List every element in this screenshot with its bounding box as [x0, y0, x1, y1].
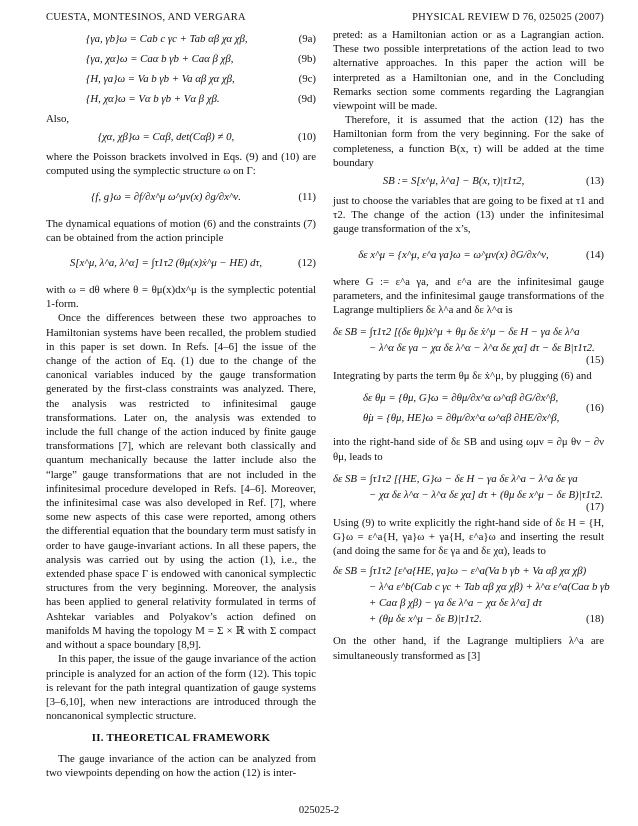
- equation-16: δε θμ = {θμ, G}ω = ∂θμ/∂x^α ω^αβ ∂G/∂x^β, θ̇μ = {θμ, HE}ω = ∂θμ/∂x^α ω^αβ ∂HE/∂x^β, (16): [363, 392, 604, 425]
- paragraph: Integrating by parts the term θμ δε ẋ^μ, by plugging (6) and: [333, 370, 592, 383]
- page-number: 025025-2: [298, 805, 340, 816]
- paragraph: Therefore, it is assumed that the action (12) has the Hamiltonian form from the very beginning. For the sake of completeness, a function B(x, τ) will be added at the time boundary: [333, 114, 604, 169]
- paragraph: just to choose the variables that are going to be fixed at τ1 and τ2. The change of the action (13) under the infinitesimal gauge transformation of the x’s,: [333, 195, 604, 236]
- paragraph: Using (9) to write explicitly the right-hand side of δε H = {H, G}ω = ε^a{H, γa}ω + γa{H, ε^a}ω and inserting the result (and doing the same for δε γa and δε χα), leads to: [333, 516, 604, 558]
- equation-11: {f, g}ω = ∂f/∂x^μ ω^μν(x) ∂g/∂x^ν. (11): [91, 190, 316, 203]
- right-column: [333, 28, 610, 663]
- paragraph: where G := ε^a γa, and ε^a are the infinitesimal gauge parameters, and the infinitesimal gauge transformations of the Lagrange multipliers δε λ^a and δε λ^α is: [333, 275, 604, 317]
- paragraph: In this paper, the issue of the gauge invariance of the action principle is analyzed for an action of the form (12). This topic is relevant for the path integral quantization of gauge systems [3–6,10], when new interactions are introduced through the noncanonical symplectic structure.: [46, 653, 316, 723]
- section-heading: II. THEORETICAL FRAMEWORK: [91, 732, 271, 745]
- paragraph: Once the differences between these two approaches to Hamiltonian systems have been recalled, the problem studied in this paper is set down. In Refs. [4–6] the issue of the change of the action of Eq. (1) due to the change of the canonical variables induced by the gauge transformation generated by the first-class constraints was analyzed. There, the analysis was restricted to infinitesimal gauge transformations. Later on, the analysis was extended to include the full change of the action induced by finite gauge transformations [7], which are relevant both classically and quantum mechanically because the latter include also the “large” gauge transformations that are not included in the infinitesimal procedure developed in Refs. [4–6]. Moreover, the infinitesimal case was also developed in Ref. [7], where some new aspects of this case were reported, among others the differential equation that the boundary term must satisfy in order to have gauge-invariant actions. In all these papers, the analysis was carried out by using the action (1), i.e., the extended phase space Γ is endowed with canonical symplectic structures from the very beginning. Moreover, the analysis has been applied to general relativity formulated in terms of Ashtekar variables and Polyakov’s action defined on manifolds M having the topology M = Σ × ℝ with Σ compact and without a space boundary [8,9].: [46, 312, 316, 652]
- equation-9d: {H, χα}ω = Vα b γb + Vα β χβ. (9d): [86, 93, 316, 105]
- paragraph: into the right-hand side of δε SB and using ωμν = ∂μ θν − ∂ν θμ, leads to: [333, 436, 604, 463]
- equation-10: {χα, χβ}ω = Cαβ, det(Cαβ) ≠ 0, (10): [97, 131, 316, 144]
- equation-9b: {γa, χα}ω = Caα b γb + Caα β χβ, (9b): [86, 53, 316, 65]
- equation-13: SB := S[x^μ, λ^a] − B(x, τ)|τ1τ2, (13): [382, 175, 604, 188]
- paragraph: where the Poisson brackets involved in Eqs. (9) and (10) are computed using the symplectic structure ω on Γ:: [46, 151, 316, 178]
- equation-14: δε x^μ = {x^μ, ε^a γa}ω = ω^μν(x) ∂G/∂x^ν, (14): [358, 248, 604, 261]
- equation-17: δε SB = ∫τ1τ2 [{HE, G}ω − δε H − γa δε λ^a − λ^a δε γa − χα δε λ^α − λ^α δε χα] dτ + (θμ δε x^μ − δε B)|τ1τ2. (17): [333, 472, 604, 513]
- paragraph: The gauge invariance of the action can be analyzed from two viewpoints depending on how the action (12) is inter-: [46, 752, 316, 779]
- running-header-journal: PHYSICAL REVIEW D 76, 025025 (2007): [412, 12, 604, 23]
- paragraph: The dynamical equations of motion (6) and the constraints (7) can be obtained from the action principle: [46, 217, 316, 244]
- equation-9c: {H, γa}ω = Va b γb + Va αβ χα χβ, (9c): [86, 73, 316, 85]
- running-header-authors: CUESTA, MONTESINOS, AND VERGARA: [46, 12, 246, 23]
- left-column: [46, 28, 316, 780]
- equation-9a: {γa, γb}ω = Cab c γc + Tab αβ χα χβ, (9a): [86, 33, 316, 45]
- equation-18: δε SB = ∫τ1τ2 [ε^a{HE, γa}ω − ε^a(Va b γb + Va αβ χα χβ) − λ^a ε^b(Cab c γc + Tab αβ χα χβ) + λ^α ε^a(Caα b γb + Caα β χβ) − γa δε λ^a − χα δε λ^α] dτ + (θμ δε x^μ − δε B)|τ1τ2. (18): [333, 565, 610, 626]
- paragraph-also: Also,: [46, 113, 70, 125]
- equation-12: S[x^μ, λ^a, λ^α] = ∫τ1τ2 (θμ(x)ẋ^μ − HE) dτ, (12): [69, 257, 316, 270]
- paragraph: with ω = dθ where θ = θμ(x)dx^μ is the symplectic potential 1-form.: [46, 284, 316, 311]
- equation-15: δε SB = ∫τ1τ2 [(δε θμ)ẋ^μ + θμ δε ẋ^μ − δε H − γa δε λ^a − λ^α δε γa − χα δε λ^α − λ^α δε χα] dτ − δε B|τ1τ2. (15): [333, 326, 604, 367]
- paragraph: preted: as a Hamiltonian action or as a Lagrangian action. These two possible interpretations of the action lead to two alternative approaches. In this paper the action will be interpreted as a Hamiltonian one, and in the Concluding Remarks section some comments regarding the Lagrangian viewpoint will be made.: [333, 29, 604, 113]
- paragraph: On the other hand, if the Lagrange multipliers λ^a are simultaneously transformed as [3]: [333, 635, 604, 662]
